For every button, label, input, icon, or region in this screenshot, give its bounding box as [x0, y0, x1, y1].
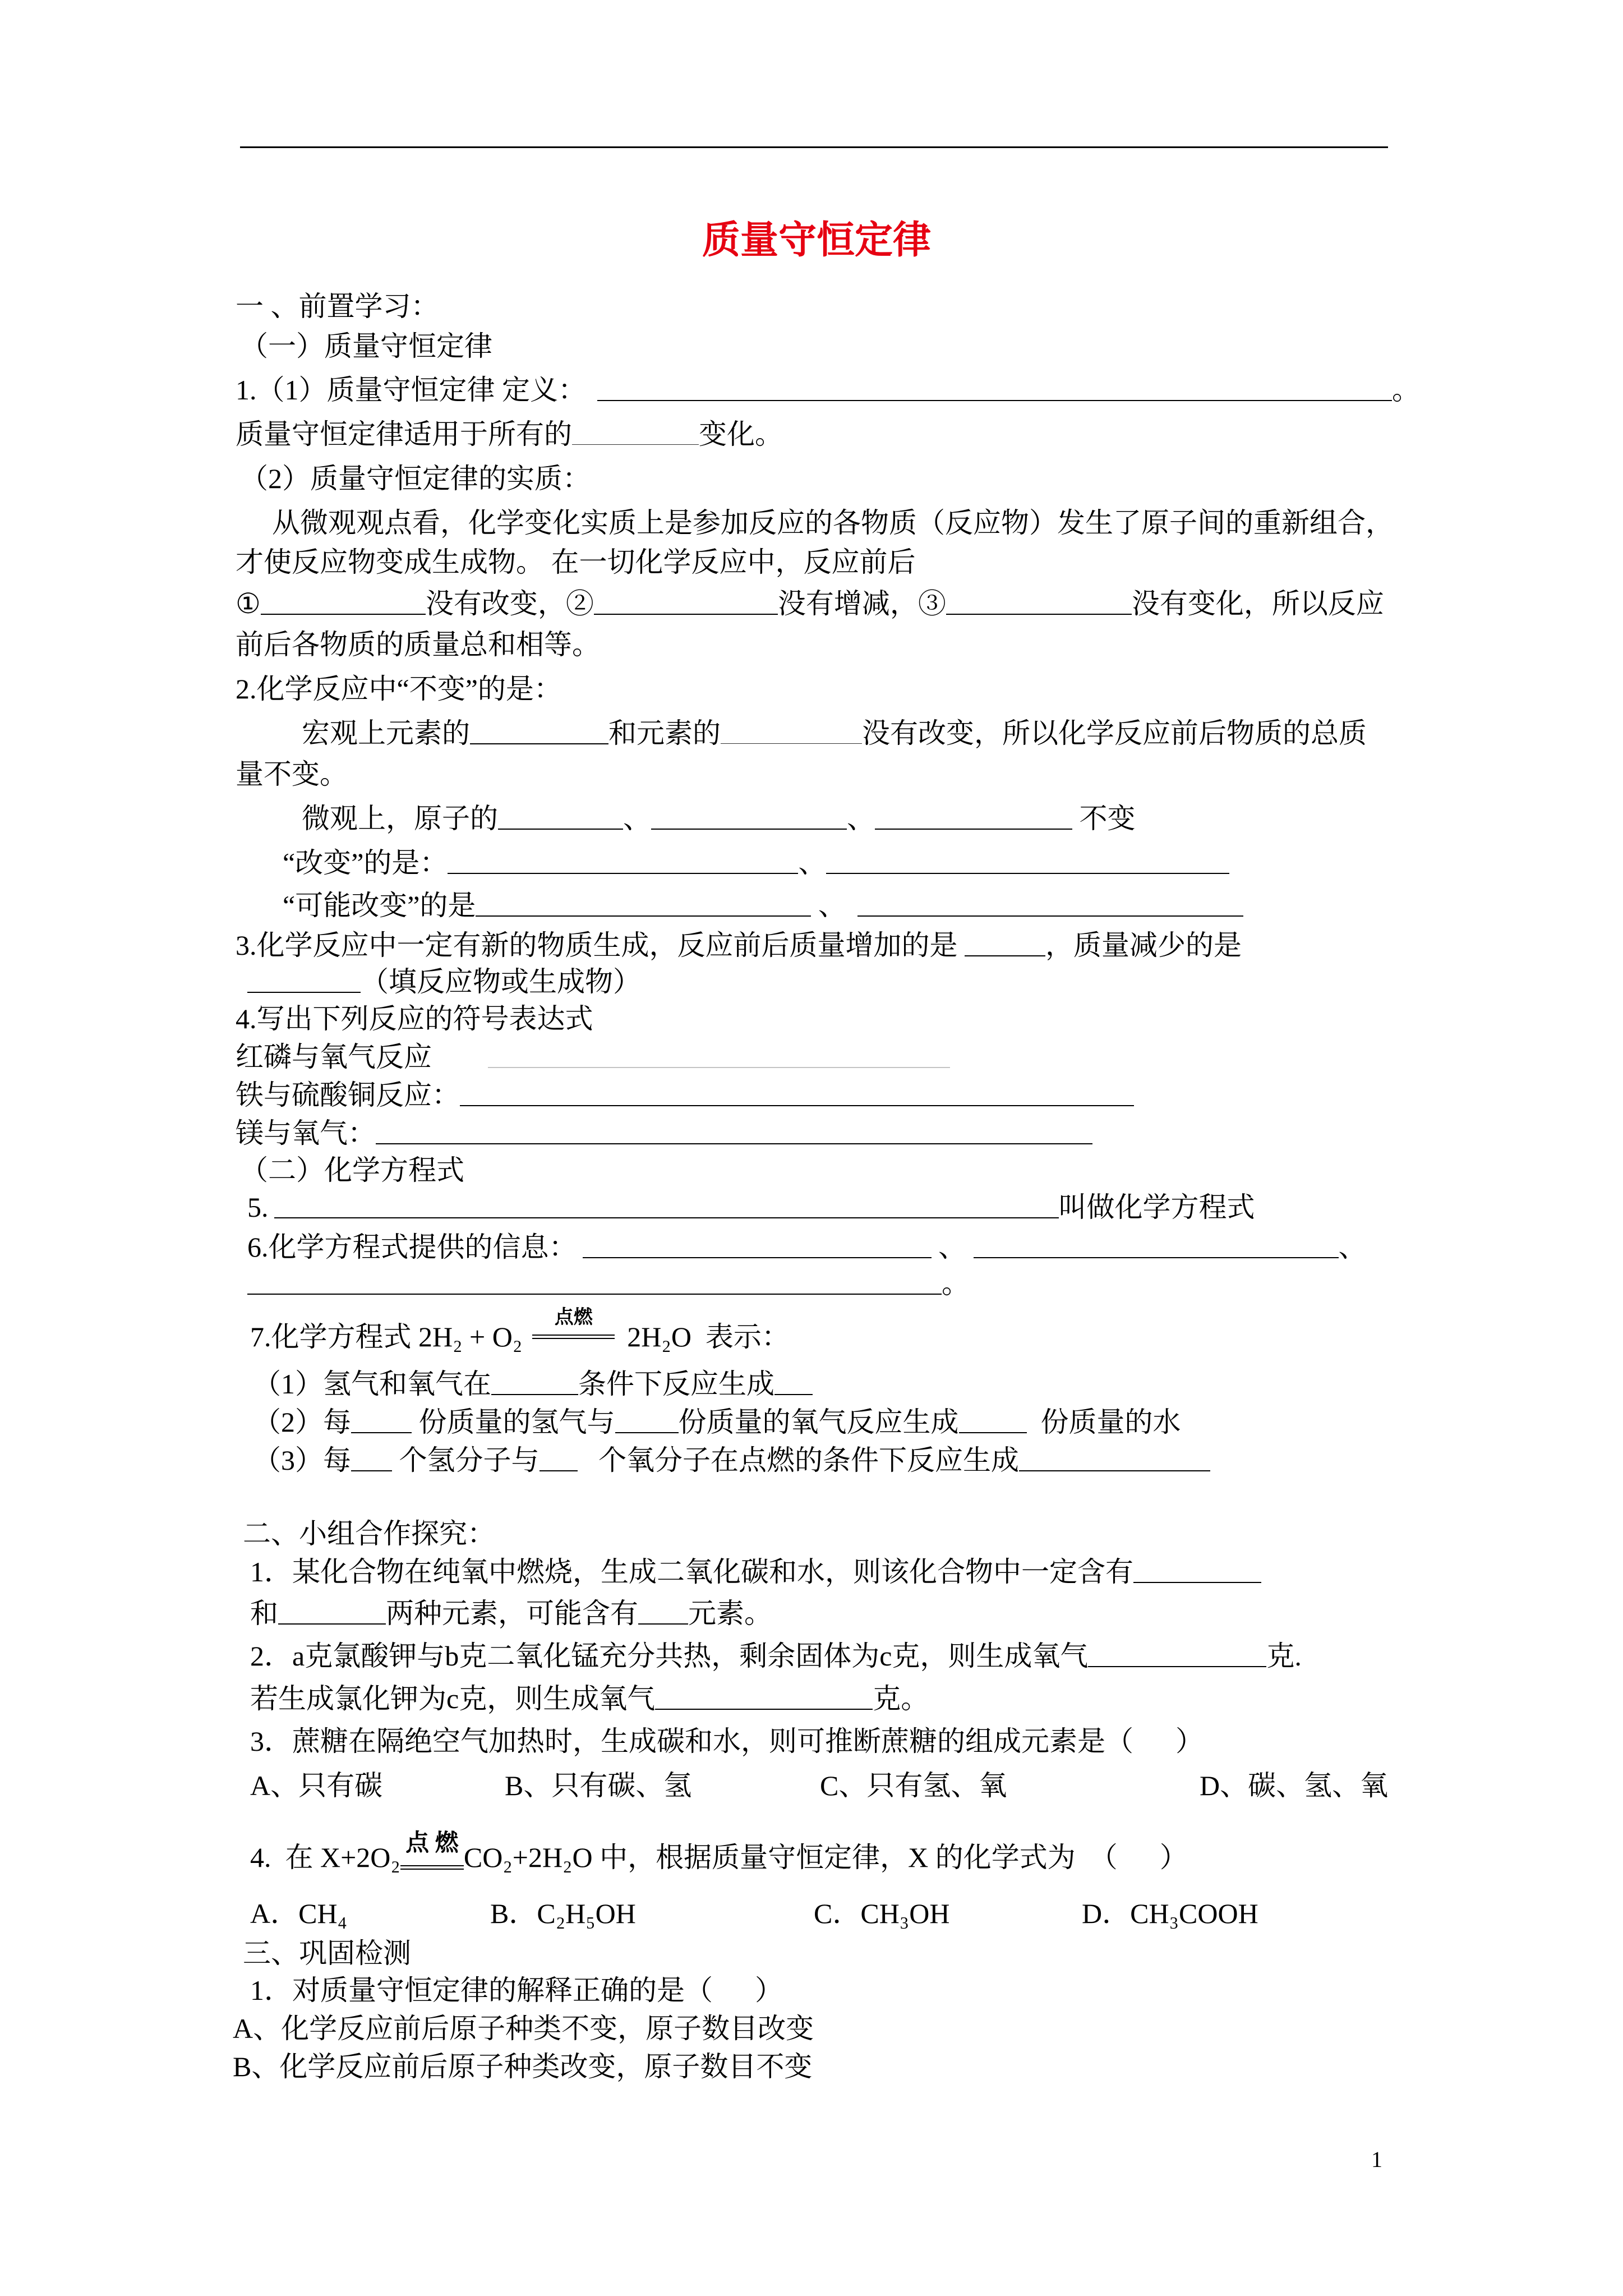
part1-heading: 一 、前置学习：: [236, 291, 439, 322]
p2-q2-text-2: 克.: [1266, 1640, 1302, 1672]
q7-item-2: [253, 1405, 1181, 1439]
p2-q1-blank-3: [638, 1596, 688, 1625]
q4-reaction-3-blank: [376, 1116, 1092, 1144]
q2-macro-text-1: 宏观上元素的: [302, 717, 470, 749]
p2-q2-text-1: 2．a克氯酸钾与b克二氧化锰充分共热，剩余固体为c克，则生成氧气: [250, 1640, 1089, 1672]
q1-scope-end: 变化。: [699, 418, 783, 450]
part3-heading: 三、巩固检测: [243, 1938, 411, 1969]
section1-title: （一）质量守恒定律: [240, 330, 492, 362]
micro-blank-2: [651, 802, 847, 830]
essence-blank-1: [261, 587, 426, 615]
q1-scope-text: 质量守恒定律适用于所有的: [236, 418, 572, 450]
part2-heading: 二、小组合作探究：: [243, 1518, 495, 1549]
p2-q3-option-b: B、只有碳、氢: [505, 1770, 692, 1801]
q1-scope-line: [236, 417, 783, 451]
q7-item-2-blank-1: [351, 1405, 412, 1433]
p2-q4-option-b: B．C₂H₅OH: [490, 1898, 636, 1929]
essence-blank-3: [946, 587, 1132, 615]
q3-blank-1: [965, 928, 1045, 956]
p2-q4-condition-line: [400, 1865, 464, 1870]
q1-essence-paragraph-4: 前后各物质的质量总和相等。: [236, 629, 600, 660]
essence-blank-2: [594, 587, 778, 615]
reaction-condition: [532, 1307, 615, 1354]
q3-text-1: 3.化学反应中一定有新的物质生成，反应前后质量增加的是: [236, 930, 965, 961]
p2-q3-option-a: A、只有碳: [250, 1770, 383, 1801]
changed-blank-2: [826, 846, 1229, 874]
essence-text-4: 没有变化，所以反应: [1131, 588, 1384, 619]
q7-item-3-blank-2: [540, 1443, 578, 1471]
q2-micro-sep-2: 、: [847, 803, 875, 834]
q1-definition-label: 1.（1）质量守恒定律 定义：: [236, 374, 586, 406]
q6-blank-1: [583, 1230, 932, 1258]
p2-q1-text-4: 元素。: [688, 1598, 772, 1629]
q7-item-1-blank-1: [491, 1367, 578, 1395]
p2-q4-reaction-condition: [400, 1830, 464, 1874]
q7-item-3-text-2: 个氢分子与: [392, 1444, 540, 1476]
p2-q4-equation-line: [250, 1830, 1188, 1874]
q4-title: 4.写出下列反应的符号表达式: [236, 1003, 593, 1034]
micro-blank-3: [875, 802, 1072, 830]
p2-q1-line-1: [250, 1555, 1261, 1589]
q2-title: 2.化学反应中“不变”的是：: [236, 673, 562, 705]
q5-text: 叫做化学方程式: [1058, 1191, 1255, 1223]
q2-macro-text-3: 没有改变，所以化学反应前后物质的总质: [862, 717, 1367, 749]
p2-q3-option-c: C、只有氢、氧: [820, 1770, 1007, 1801]
q7-item-3-blank-1: [351, 1443, 392, 1471]
q6-sep-2: 、: [1338, 1231, 1367, 1263]
p2-q4-option-d: D．CH₃COOH: [1082, 1898, 1258, 1929]
header-rule: [240, 146, 1388, 148]
q2-changed-label: “改变”的是：: [283, 847, 448, 878]
q3-blank-2: [247, 965, 361, 993]
q2-macro-text-2: 和元素的: [608, 717, 721, 749]
macro-blank-1: [470, 716, 608, 744]
q7-item-3-text-1: （3）每: [253, 1444, 351, 1476]
q7-item-1: [253, 1367, 813, 1401]
q2-micro-end: 不变: [1072, 803, 1136, 834]
q4-reaction-2: [236, 1078, 1134, 1112]
p2-q2-line-1: [250, 1639, 1302, 1673]
q2-changed-line: [283, 846, 1229, 880]
p2-q1-text-2: 和: [250, 1598, 278, 1629]
p2-q2-text-3: 若生成氯化钾为c克，则生成氧气: [250, 1683, 656, 1714]
q7-item-2-text-3: 份质量的氧气反应生成: [678, 1406, 959, 1438]
q7-item-3-blank-3: [1019, 1443, 1210, 1471]
p2-q4-option-a: A．CH₄: [250, 1898, 347, 1929]
p2-q3-option-d: D、碳、氢、氧: [1200, 1770, 1389, 1801]
q1-essence-paragraph-1: 从微观观点看，化学变化实质上是参加反应的各物质（反应物）发生了原子间的重新组合，: [272, 507, 1394, 539]
p2-q1-text-1: 1．某化合物在纯氧中燃烧，生成二氧化碳和水，则该化合物中一定含有: [250, 1556, 1133, 1588]
q7-equation-prefix: 7.化学方程式 2H₂ + O₂: [250, 1321, 523, 1352]
q2-changed-sep: 、: [798, 847, 827, 878]
q3-line-2: [247, 965, 641, 999]
p2-q1-blank-1: [1133, 1555, 1261, 1583]
q7-equation-line: [250, 1307, 790, 1354]
q4-reaction-1-label: 红磷与氧气反应: [236, 1041, 432, 1073]
p2-q1-blank-2: [278, 1596, 386, 1625]
q5-line: [247, 1190, 1255, 1224]
definition-blank: [597, 373, 1392, 401]
p2-q3-stem: 3．蔗糖在隔绝空气加热时，生成碳和水，则可推断蔗糖的组成元素是（ ）: [250, 1726, 1204, 1757]
q6-blank-2: [974, 1230, 1339, 1258]
p2-q4-option-c: C．CH₃OH: [814, 1898, 950, 1929]
q7-item-2-text-1: （2）每: [253, 1406, 351, 1438]
q2-macro-line: [302, 716, 1367, 750]
q1-essence-paragraph-2: 才使反应物变成生成物。 在一切化学反应中，反应前后: [236, 546, 916, 578]
p3-q1-option-a: A、化学反应前后原子种类不变，原子数目改变: [233, 2013, 814, 2044]
q6-end: 。: [942, 1268, 970, 1299]
q3-text-2: ，质量减少的是: [1045, 930, 1242, 961]
page-number: 1: [1371, 2147, 1382, 2172]
p2-q4-suffix: CO₂+2H₂O 中，根据质量守恒定律，X 的化学式为 （ ）: [463, 1842, 1188, 1873]
q6-label: 6.化学方程式提供的信息：: [247, 1231, 577, 1263]
changed-blank-1: [448, 846, 798, 874]
q7-item-1-text-1: （1）氢气和氧气在: [253, 1368, 491, 1400]
q2-macro-continued: 量不变。: [236, 758, 348, 790]
q7-item-3-text-3: 个氧分子在点燃的条件下反应生成: [577, 1444, 1019, 1476]
page-title: 质量守恒定律: [702, 219, 932, 261]
p2-q1-text-3: 两种元素，可能含有: [386, 1598, 638, 1629]
p2-q2-line-2: [250, 1682, 929, 1715]
p3-q1-stem: 1．对质量守恒定律的解释正确的是（ ）: [250, 1975, 783, 2006]
circled-one: ①: [236, 588, 261, 619]
q6-blank-3: [247, 1267, 942, 1295]
may-change-blank-1: [476, 889, 811, 917]
q2-may-change-sep: 、: [811, 890, 846, 921]
q6-sep-1: 、: [931, 1231, 974, 1263]
reaction-condition-label: 点燃: [554, 1307, 593, 1328]
q4-reaction-1: [236, 1040, 950, 1074]
q7-item-2-text-4: 份质量的水: [1026, 1406, 1181, 1438]
essence-text-3: 没有增减，③: [777, 588, 946, 619]
double-arrow-line: [532, 1335, 615, 1339]
q1-essence-blanks-line: [236, 587, 1384, 620]
q7-equation-suffix: 2H₂O 表示：: [627, 1321, 790, 1352]
q1-essence-title: （2）质量守恒定律的实质：: [240, 463, 591, 494]
p2-q4-prefix: 4. 在 X+2O₂: [250, 1842, 400, 1873]
q2-may-change-line: [283, 889, 1243, 922]
q7-item-2-blank-2: [615, 1405, 679, 1433]
q3-line-1: [236, 928, 1242, 962]
q4-reaction-3-label: 镁与氧气：: [236, 1117, 376, 1149]
q4-reaction-2-label: 铁与硫酸铜反应：: [236, 1079, 460, 1111]
essence-text-2: 没有改变，②: [425, 588, 594, 619]
q4-reaction-1-blank: [488, 1040, 950, 1068]
q4-reaction-2-blank: [460, 1078, 1134, 1106]
p2-q4-condition-label: 点 燃: [405, 1830, 459, 1856]
q6-line-2: [247, 1267, 970, 1300]
section2-title: （二）化学方程式: [240, 1154, 464, 1186]
q6-line-1: [247, 1230, 1367, 1264]
p2-q2-blank-1: [1088, 1639, 1266, 1667]
q7-item-1-blank-2: [774, 1367, 813, 1395]
q2-may-change-label: “可能改变”的是: [283, 890, 476, 921]
p2-q1-line-2: [250, 1596, 772, 1630]
micro-blank-1: [498, 802, 623, 830]
q1-definition-line: [236, 373, 1420, 407]
p3-q1-option-b: B、化学反应前后原子种类改变，原子数目不变: [233, 2051, 813, 2082]
scope-blank: [572, 417, 699, 445]
may-change-blank-2: [857, 889, 1243, 917]
q1-definition-end: 。: [1392, 374, 1420, 406]
q7-item-2-blank-3: [959, 1405, 1027, 1433]
macro-blank-2: [721, 716, 862, 744]
q3-hint: （填反应物或生成物）: [361, 966, 641, 997]
q2-micro-sep-1: 、: [623, 803, 651, 834]
q4-reaction-3: [236, 1116, 1092, 1150]
p2-q2-blank-2: [655, 1682, 873, 1710]
q5-blank: [274, 1190, 1059, 1218]
q7-item-3: [253, 1443, 1210, 1477]
q2-micro-line: [302, 802, 1136, 835]
q7-item-2-text-2: 份质量的氢气与: [412, 1406, 615, 1438]
q5-number: 5.: [247, 1191, 269, 1223]
q2-micro-text-1: 微观上，原子的: [302, 803, 498, 834]
q7-item-1-text-2: 条件下反应生成: [578, 1368, 774, 1400]
p2-q2-text-4: 克。: [873, 1683, 929, 1714]
